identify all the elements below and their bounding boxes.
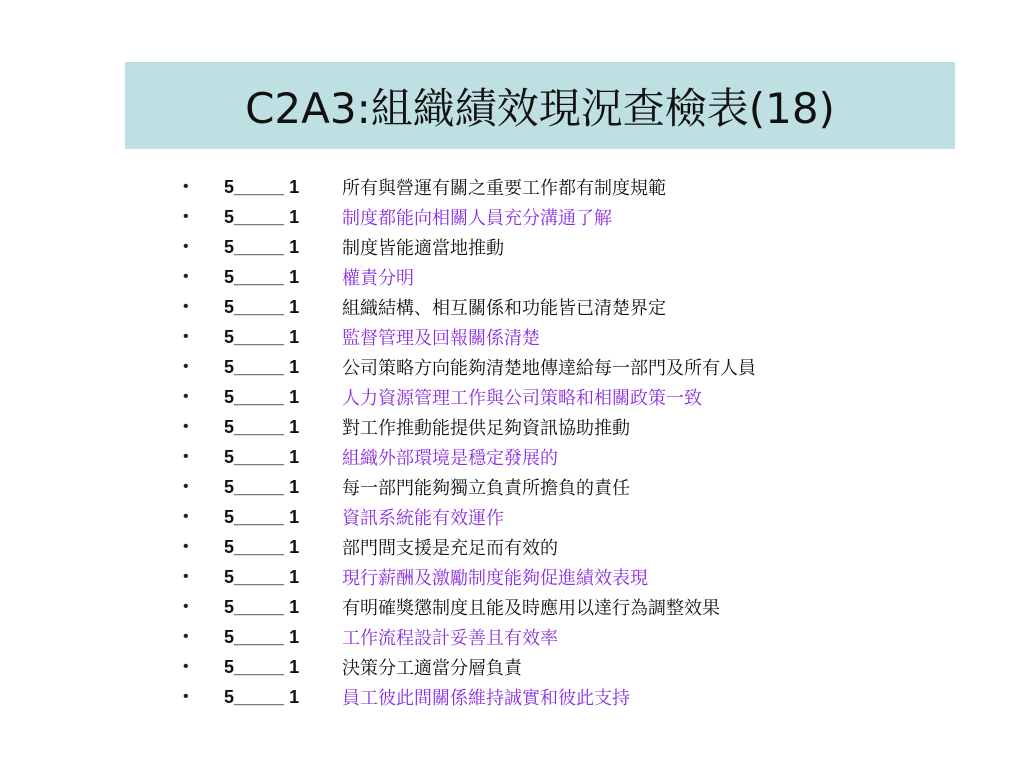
rating-scale: 5_____ 1: [224, 626, 300, 647]
rating-scale: 5_____ 1: [224, 596, 300, 617]
rating-scale: 5_____ 1: [224, 236, 300, 257]
slide-title: C2A3:組織績效現況查檢表(18): [245, 83, 835, 133]
checklist-item-text: 有明確獎懲制度且能及時應用以達行為調整效果: [342, 598, 720, 619]
bullet-icon: •: [183, 628, 189, 645]
rating-scale: 5_____ 1: [224, 326, 300, 347]
checklist-item: [180, 472, 1000, 502]
checklist-item: [180, 532, 1000, 562]
rating-scale: 5_____ 1: [224, 356, 300, 377]
checklist-item-text: 決策分工適當分層負責: [342, 658, 522, 679]
bullet-icon: •: [183, 688, 189, 705]
bullet-icon: •: [183, 658, 189, 675]
checklist-item-text: 監督管理及回報關係清楚: [342, 328, 540, 349]
checklist-item-text: 權責分明: [342, 268, 414, 289]
checklist-item-text: 現行薪酬及激勵制度能夠促進績效表現: [342, 568, 648, 589]
bullet-icon: •: [183, 508, 189, 525]
checklist-item: [180, 622, 1000, 652]
bullet-icon: •: [183, 268, 189, 285]
checklist-item: [180, 292, 1000, 322]
checklist-item: [180, 442, 1000, 472]
bullet-icon: •: [183, 178, 189, 195]
rating-scale: 5_____ 1: [224, 386, 300, 407]
checklist-item: [180, 652, 1000, 682]
checklist-item-text: 工作流程設計妥善且有效率: [342, 628, 558, 649]
checklist-item-text: 資訊系統能有效運作: [342, 508, 504, 529]
rating-scale: 5_____ 1: [224, 446, 300, 467]
checklist-item-text: 組織結構、相互關係和功能皆已清楚界定: [342, 298, 666, 319]
rating-scale: 5_____ 1: [224, 296, 300, 317]
rating-scale: 5_____ 1: [224, 416, 300, 437]
bullet-icon: •: [183, 568, 189, 585]
checklist-item-text: 人力資源管理工作與公司策略和相關政策一致: [342, 388, 702, 409]
checklist-item: [180, 412, 1000, 442]
checklist-item: [180, 352, 1000, 382]
checklist-item-text: 組織外部環境是穩定發展的: [342, 448, 558, 469]
bullet-icon: •: [183, 538, 189, 555]
checklist-item-text: 對工作推動能提供足夠資訊協助推動: [342, 418, 630, 439]
checklist-item: [180, 682, 1000, 712]
rating-scale: 5_____ 1: [224, 656, 300, 677]
checklist-item-text: 公司策略方向能夠清楚地傳達給每一部門及所有人員: [342, 358, 756, 379]
bullet-icon: •: [183, 448, 189, 465]
bullet-icon: •: [183, 328, 189, 345]
rating-scale: 5_____ 1: [224, 536, 300, 557]
rating-scale: 5_____ 1: [224, 206, 300, 227]
checklist-item-text: 部門間支援是充足而有效的: [342, 538, 558, 559]
checklist-item-text: 制度都能向相關人員充分溝通了解: [342, 208, 612, 229]
checklist-item: [180, 562, 1000, 592]
rating-scale: 5_____ 1: [224, 176, 300, 197]
checklist-item: [180, 502, 1000, 532]
checklist-item-text: 每一部門能夠獨立負責所擔負的責任: [342, 478, 630, 499]
checklist-item-text: 員工彼此間關係維持誠實和彼此支持: [342, 688, 630, 709]
checklist-item: [180, 262, 1000, 292]
checklist-item-text: 制度皆能適當地推動: [342, 238, 504, 259]
bullet-icon: •: [183, 358, 189, 375]
bullet-icon: •: [183, 388, 189, 405]
rating-scale: 5_____ 1: [224, 266, 300, 287]
rating-scale: 5_____ 1: [224, 476, 300, 497]
rating-scale: 5_____ 1: [224, 686, 300, 707]
bullet-icon: •: [183, 298, 189, 315]
checklist-item: [180, 172, 1000, 202]
bullet-icon: •: [183, 478, 189, 495]
checklist: [180, 172, 1000, 712]
checklist-item: [180, 322, 1000, 352]
rating-scale: 5_____ 1: [224, 506, 300, 527]
checklist-item: [180, 592, 1000, 622]
checklist-item: [180, 232, 1000, 262]
bullet-icon: •: [183, 598, 189, 615]
checklist-item: [180, 382, 1000, 412]
bullet-icon: •: [183, 238, 189, 255]
checklist-item: [180, 202, 1000, 232]
bullet-icon: •: [183, 208, 189, 225]
bullet-icon: •: [183, 418, 189, 435]
checklist-item-text: 所有與營運有關之重要工作都有制度規範: [342, 178, 666, 199]
title-banner: [125, 62, 955, 149]
rating-scale: 5_____ 1: [224, 566, 300, 587]
